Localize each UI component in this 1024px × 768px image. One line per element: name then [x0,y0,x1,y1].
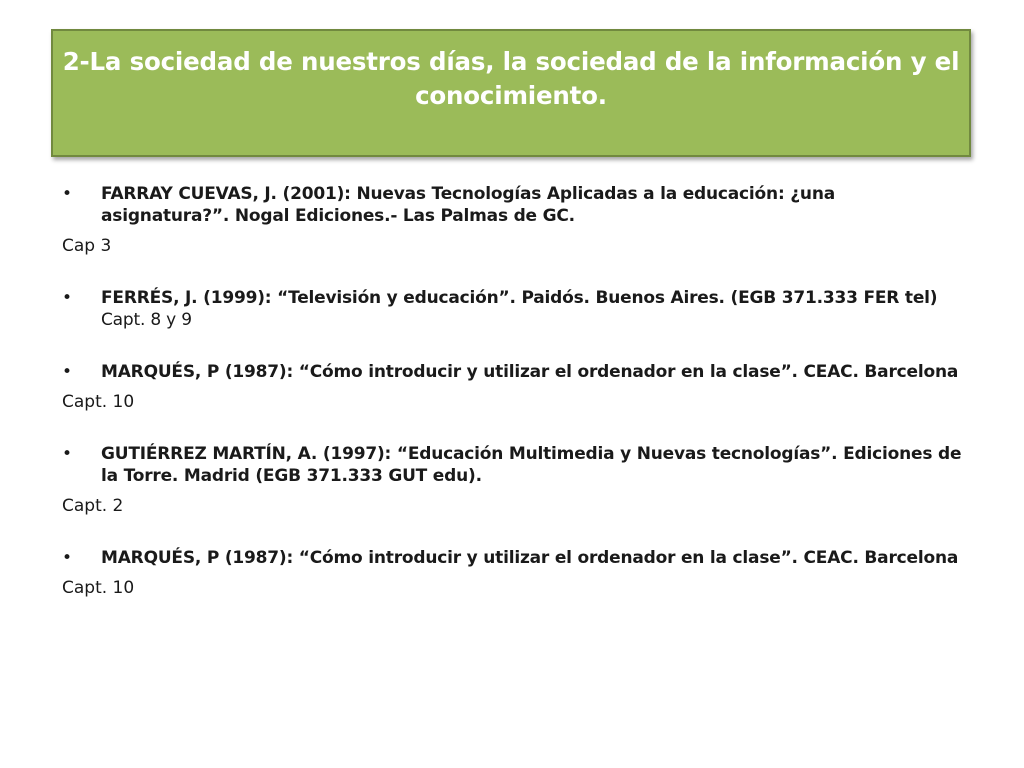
reference-item [62,287,962,331]
slide-title-box [51,29,971,157]
reference-note: Capt. 10 [62,392,135,412]
reference-text: GUTIÉRREZ MARTÍN, A. (1997): “Educación Multimedia y Nuevas tecnologías”. Ediciones de la Torre. Madrid (EGB 371.333 GUT edu). [101,444,962,486]
reference-list [62,183,962,599]
reference-item [62,183,962,227]
reference-text: FERRÉS, J. (1999): “Televisión y educación”. Paidós. Buenos Aires. (EGB 371.333 FER tel) [101,288,938,308]
slide-title: 2-La sociedad de nuestros días, la sociedad de la información y el conocimiento. [62,47,960,111]
reference-note: Capt. 2 [62,496,124,516]
reference-text: MARQUÉS, P (1987): “Cómo introducir y utilizar el ordenador en la clase”. CEAC. Barcelona [101,548,959,568]
reference-item [62,361,962,383]
reference-text: FARRAY CUEVAS, J. (2001): Nuevas Tecnologías Aplicadas a la educación: ¿una asignatura?”. Nogal Ediciones.- Las Palmas de GC. [101,184,835,226]
reference-item [62,547,962,569]
reference-inline-note: Capt. 8 y 9 [101,310,192,330]
reference-text: MARQUÉS, P (1987): “Cómo introducir y utilizar el ordenador en la clase”. CEAC. Barcelona [101,362,959,382]
reference-item [62,443,962,487]
reference-note: Capt. 10 [62,578,135,598]
reference-note: Cap 3 [62,236,112,256]
